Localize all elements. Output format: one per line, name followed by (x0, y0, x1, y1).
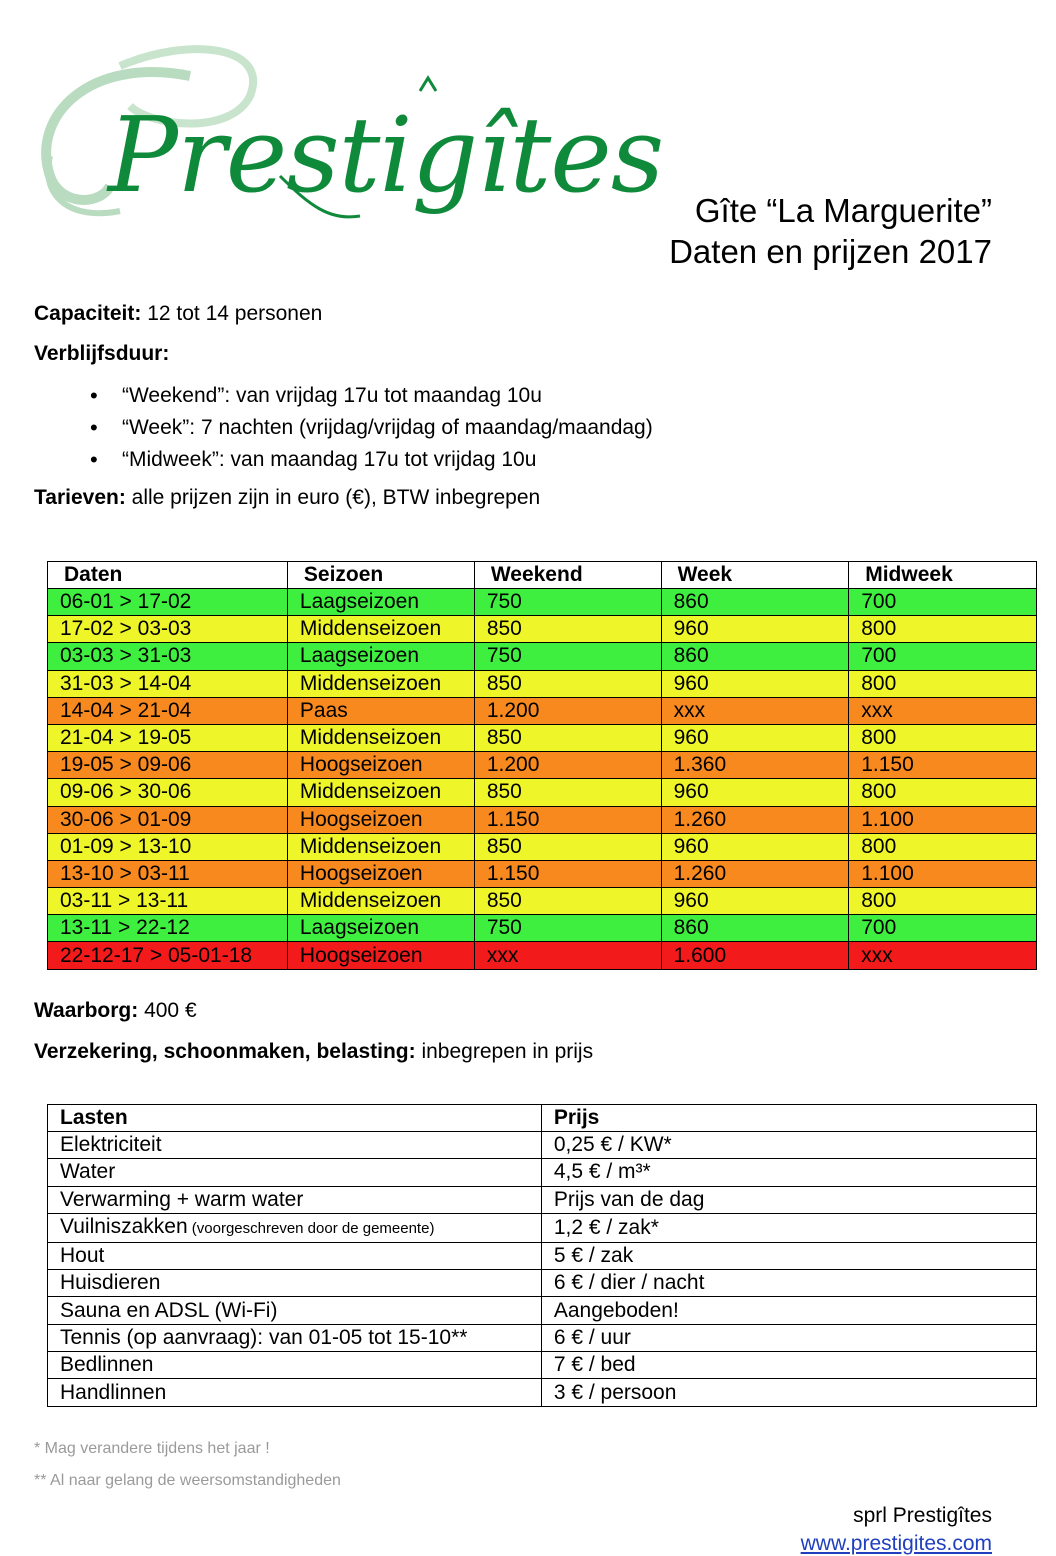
header-season: Seizoen (287, 562, 474, 589)
cell-midweek: 700 (849, 643, 1037, 670)
charge-row (48, 1379, 1037, 1406)
price-row (48, 942, 1037, 969)
charge-item-label: Handlinnen (60, 1380, 167, 1404)
cell-weekend: 750 (474, 915, 661, 942)
stay-duration-label: Verblijfsduur: (34, 342, 170, 365)
cell-midweek: 700 (849, 915, 1037, 942)
cell-dates: 01-09 > 13-10 (48, 833, 288, 860)
cell-charge-item (48, 1159, 542, 1186)
price-row (48, 670, 1037, 697)
rates-label: Tarieven: (34, 486, 126, 509)
header-charges: Lasten (48, 1105, 542, 1132)
cell-season: Middenseizoen (287, 616, 474, 643)
cell-charge-item (48, 1352, 542, 1379)
charge-row (48, 1352, 1037, 1379)
cell-charge-item (48, 1379, 542, 1406)
charge-item-note: (voorgeschreven door de gemeente) (187, 1219, 435, 1237)
cell-midweek: 1.100 (849, 860, 1037, 887)
price-row (48, 724, 1037, 751)
capacity-line (34, 302, 322, 326)
cell-midweek: xxx (849, 942, 1037, 969)
charge-row (48, 1186, 1037, 1213)
cell-week: 960 (661, 888, 849, 915)
stay-duration-item: • “Midweek”: van maandag 17u tot vrijdag 10u (34, 444, 653, 476)
cell-charge-price: 6 € / uur (541, 1324, 1036, 1351)
price-row (48, 643, 1037, 670)
cell-season: Hoogseizoen (287, 752, 474, 779)
cell-season: Hoogseizoen (287, 942, 474, 969)
price-row (48, 833, 1037, 860)
cell-charge-item (48, 1186, 542, 1213)
charge-row (48, 1159, 1037, 1186)
capacity-value: 12 tot 14 personen (141, 302, 323, 325)
cell-season: Middenseizoen (287, 724, 474, 751)
cell-weekend: 850 (474, 670, 661, 697)
included-label: Verzekering, schoonmaken, belasting: (34, 1040, 416, 1063)
cell-weekend: xxx (474, 942, 661, 969)
price-table-body (48, 589, 1037, 970)
charges-table-body (48, 1132, 1037, 1407)
rates-line (34, 486, 540, 510)
cell-week: 860 (661, 915, 849, 942)
price-table-header (48, 562, 1037, 589)
cell-season: Middenseizoen (287, 833, 474, 860)
cell-dates: 21-04 > 19-05 (48, 724, 288, 751)
charge-item-label: Verwarming + warm water (60, 1187, 304, 1211)
cell-midweek: 1.150 (849, 752, 1037, 779)
price-row (48, 888, 1037, 915)
price-row (48, 697, 1037, 724)
charge-row (48, 1213, 1037, 1242)
header-dates: Daten (48, 562, 288, 589)
cell-dates: 19-05 > 09-06 (48, 752, 288, 779)
cell-season: Laagseizoen (287, 915, 474, 942)
cell-dates: 13-11 > 22-12 (48, 915, 288, 942)
cell-midweek: xxx (849, 697, 1037, 724)
cell-week: 860 (661, 589, 849, 616)
cell-charge-price: Aangeboden! (541, 1297, 1036, 1324)
cell-midweek: 800 (849, 888, 1037, 915)
charge-item-label: Water (60, 1160, 116, 1184)
cell-charge-price: 0,25 € / KW* (541, 1132, 1036, 1159)
header-week: Week (661, 562, 849, 589)
charge-row (48, 1132, 1037, 1159)
cell-charge-price: 5 € / zak (541, 1242, 1036, 1269)
charge-item-label: Huisdieren (60, 1271, 161, 1295)
cell-week: 960 (661, 724, 849, 751)
cell-dates: 22-12-17 > 05-01-18 (48, 942, 288, 969)
cell-midweek: 800 (849, 724, 1037, 751)
price-row (48, 806, 1037, 833)
cell-charge-price: 3 € / persoon (541, 1379, 1036, 1406)
header-weekend: Weekend (474, 562, 661, 589)
cell-week: 960 (661, 779, 849, 806)
charge-row (48, 1324, 1037, 1351)
cell-week: 1.360 (661, 752, 849, 779)
cell-weekend: 850 (474, 888, 661, 915)
stay-duration-heading (34, 342, 169, 366)
cell-weekend: 750 (474, 589, 661, 616)
deposit-label: Waarborg: (34, 999, 139, 1022)
cell-week: 960 (661, 616, 849, 643)
cell-dates: 14-04 > 21-04 (48, 697, 288, 724)
cell-midweek: 1.100 (849, 806, 1037, 833)
deposit-line (34, 999, 197, 1023)
cell-dates: 06-01 > 17-02 (48, 589, 288, 616)
charge-row (48, 1297, 1037, 1324)
cell-midweek: 800 (849, 779, 1037, 806)
cell-season: Hoogseizoen (287, 860, 474, 887)
prestigites-logo (30, 36, 664, 226)
cell-charge-item (48, 1324, 542, 1351)
cell-season: Paas (287, 697, 474, 724)
charge-item-label: Hout (60, 1244, 105, 1268)
cell-charge-price: 6 € / dier / nacht (541, 1270, 1036, 1297)
cell-week: 1.260 (661, 860, 849, 887)
stay-duration-item: • “Weekend”: van vrijdag 17u tot maandag 10u (34, 380, 653, 412)
cell-midweek: 800 (849, 833, 1037, 860)
cell-week: 960 (661, 833, 849, 860)
cell-weekend: 1.200 (474, 752, 661, 779)
cell-charge-item (48, 1213, 542, 1242)
price-table (47, 561, 1037, 970)
price-row (48, 860, 1037, 887)
cell-season: Laagseizoen (287, 643, 474, 670)
page-title: Gîte “La Marguerite” (694, 192, 992, 229)
charge-item-label: Tennis (op aanvraag): van 01-05 tot 15-10** (60, 1325, 468, 1349)
deposit-value: 400 € (138, 999, 197, 1022)
cell-season: Middenseizoen (287, 888, 474, 915)
cell-dates: 03-03 > 31-03 (48, 643, 288, 670)
header-midweek: Midweek (849, 562, 1037, 589)
cell-charge-price: Prijs van de dag (541, 1186, 1036, 1213)
footnote-weather: ** Al naar gelang de weersomstandigheden (34, 1472, 341, 1489)
cell-charge-item (48, 1242, 542, 1269)
cell-weekend: 1.150 (474, 860, 661, 887)
rates-value: alle prijzen zijn in euro (€), BTW inbegrepen (125, 486, 541, 509)
cell-dates: 31-03 > 14-04 (48, 670, 288, 697)
cell-week: xxx (661, 697, 849, 724)
cell-season: Hoogseizoen (287, 806, 474, 833)
charge-item-label: Elektriciteit (60, 1133, 162, 1157)
cell-season: Laagseizoen (287, 589, 474, 616)
cell-dates: 30-06 > 01-09 (48, 806, 288, 833)
included-value: inbegrepen in prijs (415, 1040, 594, 1063)
cell-charge-item (48, 1132, 542, 1159)
cell-week: 960 (661, 670, 849, 697)
stay-duration-item: • “Week”: 7 nachten (vrijdag/vrijdag of maandag/maandag) (34, 412, 653, 444)
cell-weekend: 850 (474, 833, 661, 860)
page-subtitle: Daten en prijzen 2017 (669, 233, 992, 270)
cell-dates: 17-02 > 03-03 (48, 616, 288, 643)
capacity-label: Capaciteit: (34, 302, 142, 325)
cell-dates: 09-06 > 30-06 (48, 779, 288, 806)
price-row (48, 779, 1037, 806)
charge-row (48, 1270, 1037, 1297)
included-line (34, 1040, 593, 1064)
cell-weekend: 750 (474, 643, 661, 670)
cell-week: 1.600 (661, 942, 849, 969)
cell-charge-price: 1,2 € / zak* (541, 1213, 1036, 1242)
cell-season: Middenseizoen (287, 670, 474, 697)
cell-weekend: 1.200 (474, 697, 661, 724)
cell-dates: 13-10 > 03-11 (48, 860, 288, 887)
cell-weekend: 1.150 (474, 806, 661, 833)
charge-item-label: Sauna en ADSL (Wi-Fi) (60, 1298, 278, 1322)
cell-charge-item (48, 1270, 542, 1297)
cell-midweek: 800 (849, 616, 1037, 643)
cell-midweek: 800 (849, 670, 1037, 697)
cell-dates: 03-11 > 13-11 (48, 888, 288, 915)
price-row (48, 752, 1037, 779)
cell-charge-price: 4,5 € / m³* (541, 1159, 1036, 1186)
company-name: sprl Prestigîtes (853, 1504, 992, 1527)
price-row (48, 915, 1037, 942)
cell-weekend: 850 (474, 616, 661, 643)
charges-table-header (48, 1105, 1037, 1132)
website-link[interactable]: www.prestigites.com (800, 1532, 992, 1555)
charge-item-label: Vuilniszakken (60, 1214, 188, 1238)
cell-season: Middenseizoen (287, 779, 474, 806)
cell-week: 860 (661, 643, 849, 670)
cell-weekend: 850 (474, 779, 661, 806)
cell-charge-price: 7 € / bed (541, 1352, 1036, 1379)
cell-midweek: 700 (849, 589, 1037, 616)
charge-row (48, 1242, 1037, 1269)
price-row (48, 589, 1037, 616)
charge-item-label: Bedlinnen (60, 1353, 154, 1377)
header-price: Prijs (541, 1105, 1036, 1132)
cell-charge-item (48, 1297, 542, 1324)
cell-week: 1.260 (661, 806, 849, 833)
price-row (48, 616, 1037, 643)
cell-weekend: 850 (474, 724, 661, 751)
stay-duration-list (34, 380, 653, 476)
footnote-price-change: * Mag verandere tijdens het jaar ! (34, 1440, 270, 1457)
logo-wordmark: Prestigîtes (108, 94, 664, 216)
charges-table (47, 1104, 1037, 1407)
